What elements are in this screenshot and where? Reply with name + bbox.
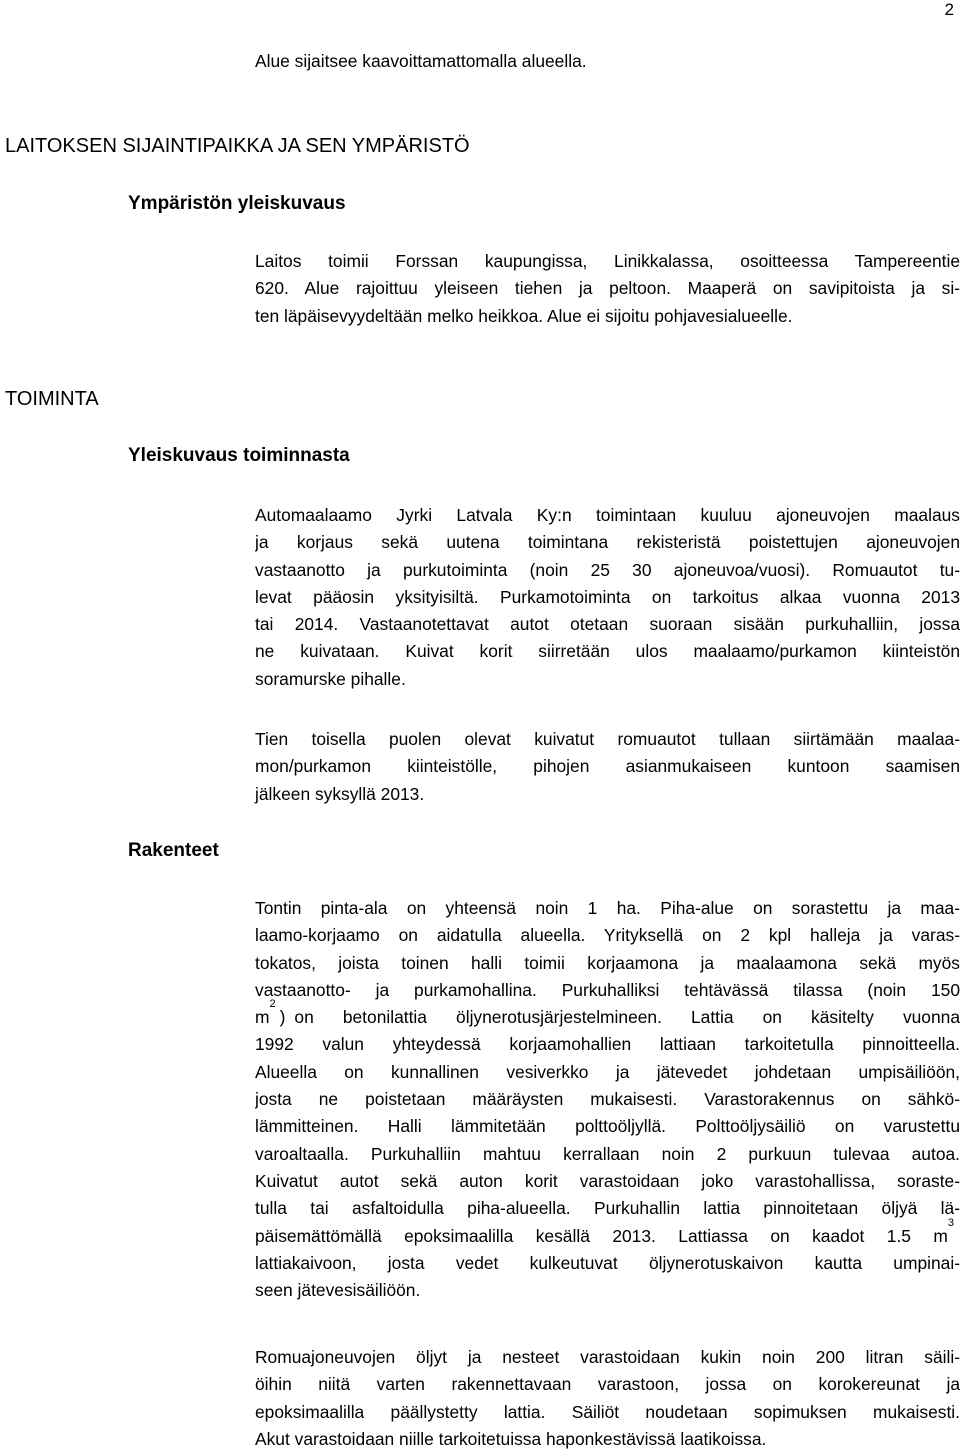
text-line-volume [255,1216,960,1250]
text-line: laamo-korjaamo on aidatulla alueella. Yrityksellä on 2 kpl halleja ja varas- [255,925,960,946]
paragraph-operations-2 [255,726,960,808]
paragraph-environment [255,248,960,330]
text-line: 620. Alue rajoittuu yleiseen tiehen ja peltoon. Maaperä on savipitoista ja si- [255,278,960,299]
text-line: Romuajoneuvojen öljyt ja nesteet varastoidaan kukin noin 200 litran säili- [255,1347,960,1367]
section-heading-operations: TOIMINTA [5,388,99,410]
text-line: tokatos, joista toinen halli toimii korjaamona ja maalaamona sekä myös [255,952,960,973]
text-line: tulla tai asfaltoidulla piha-alueella. Purkuhallin lattia pinnoitetaan öljyä lä- [255,1198,960,1219]
text-line: öihin niitä varten rakennettavaan varastoon, jossa on korokereunat ja [255,1374,960,1395]
text-line-remainder: on betonilattia öljynerotusjärjestelmineen. Lattia on käsitelty vuonna [294,1007,960,1028]
text-line: levat pääosin yksityisiltä. Purkamotoiminta on tarkoitus alkaa vuonna 2013 [255,586,960,607]
paragraph-structures-1 [255,895,960,1304]
text-line: vastaanotto ja purkutoiminta (noin 25 30 ajoneuvoa/vuosi). Romuautot tu- [255,559,960,580]
text-line-area [255,998,960,1031]
text-line: lattiakaivoon, josta vedet kulkeutuvat öljynerotuskaivon kautta umpinai- [255,1252,960,1273]
text-line: Alueella on kunnallinen vesiverkko ja jätevedet johdetaan umpisäiliöön, [255,1061,960,1082]
text-line: Automaalaamo Jyrki Latvala Ky:n toimintaan kuuluu ajoneuvojen maalaus [255,505,960,525]
subheading-environment: Ympäristön yleiskuvaus [128,193,346,214]
intro-line: Alue sijaitsee kaavoittamattomalla alueella. [255,51,587,71]
unit-m: m [255,1007,270,1028]
page-number: 2 [944,0,954,19]
paragraph-operations-1 [255,502,960,693]
superscript-3: 3 [947,1216,954,1229]
intro-text [255,48,960,75]
paragraph-structures-2 [255,1344,960,1453]
section-heading-location: LAITOKSEN SIJAINTIPAIKKA JA SEN YMPÄRISTÖ [5,135,470,157]
text-line: Akut varastoidaan niille tarkoitetuissa haponkestävissä laatikoissa. [255,1428,767,1449]
text-line: lämmitteinen. Halli lämmitetään polttoöljyllä. Polttoöljysäiliö on varustettu [255,1116,960,1137]
text-line: seen jätevesisäiliöön. [255,1280,421,1301]
text-line: epoksimaalilla päällystetty lattia. Säiliöt noudetaan sopimuksen mukaisesti. [255,1401,960,1422]
text-line: Tien toisella puolen olevat kuivatut romuautot tullaan siirtämään maalaa- [255,729,960,749]
subheading-structures: Rakenteet [128,840,219,861]
text-line: ne kuivataan. Kuivat korit siirretään ulos maalaamo/purkamon kiinteistön [255,641,960,662]
text-line: josta ne poistetaan määräysten mukaisesti. Varastorakennus on sähkö- [255,1089,960,1110]
text-line: vastaanotto- ja purkamohallina. Purkuhalliksi tehtävässä tilassa (noin 150 [255,979,960,1000]
text-line: Laitos toimii Forssan kaupungissa, Linikkalassa, osoitteessa Tampereentie [255,251,960,271]
subheading-operations-overview: Yleiskuvaus toiminnasta [128,445,350,466]
text-line: ten läpäisevyydeltään melko heikkoa. Alue ei sijoitu pohjavesialueelle. [255,305,793,326]
text-line: mon/purkamon kiinteistölle, pihojen asianmukaiseen kuntoon saamisen [255,756,960,777]
text-line: Kuivatut autot sekä auton korit varastoidaan joko varastohallissa, soraste- [255,1170,960,1191]
text-line: varoaltaalla. Purkuhalliin mahtuu kerrallaan noin 2 purkuun tulevaa autoa. [255,1143,960,1164]
text-line: ja korjaus sekä uutena toimintana rekisteristä poistettujen ajoneuvojen [255,532,960,553]
text-line: 1992 valun yhteydessä korjaamohallien lattiaan tarkoitetulla pinnoitteella. [255,1034,960,1055]
text-line-lead: päisemättömällä epoksimaalilla kesällä 2013. Lattiassa on kaadot 1.5 m [255,1225,948,1246]
text-line: soramurske pihalle. [255,668,406,689]
text-line: tai 2014. Vastaanotettavat autot otetaan suoraan sisään purkuhalliin, jossa [255,614,960,635]
superscript-2: 2 [269,998,276,1011]
close-paren: ) [279,1007,286,1028]
text-line: jälkeen syksyllä 2013. [255,783,425,804]
text-line: Tontin pinta-ala on yhteensä noin 1 ha. Piha-alue on sorastettu ja maa- [255,898,960,918]
